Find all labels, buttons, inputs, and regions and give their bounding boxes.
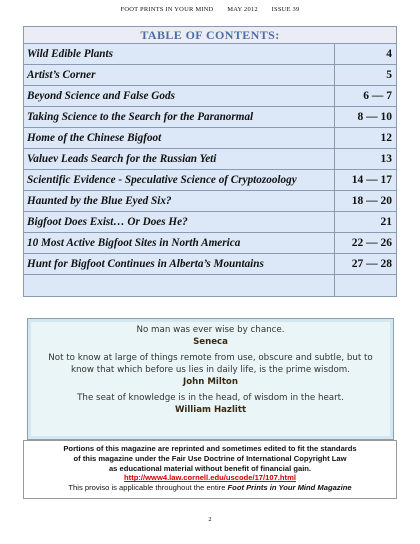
notice-line: as educational material without benefit of financial gain.	[108, 463, 312, 473]
toc-entry-title: Scientific Evidence - Speculative Science of Cryptozoology	[24, 170, 335, 190]
toc-entry-pages: 8 — 10	[357, 111, 392, 123]
toc-row	[24, 86, 396, 107]
toc-entry-pages: 6 — 7	[363, 90, 392, 102]
toc-entry-title: Home of the Chinese Bigfoot	[24, 128, 335, 148]
running-header	[0, 6, 420, 13]
toc-entry-title: Bigfoot Does Exist… Or Does He?	[24, 212, 335, 232]
copyright-notice	[23, 440, 397, 499]
toc-entry-pages: 13	[380, 153, 392, 165]
toc-entry-title: Hunt for Bigfoot Continues in Alberta’s Mountains	[24, 254, 335, 274]
toc-row	[24, 44, 396, 65]
proviso-text: This proviso is applicable throughout the entire	[68, 483, 228, 493]
toc-entry-pages: 22 — 26	[351, 237, 392, 249]
toc-entry-title: Valuev Leads Search for the Russian Yeti	[24, 149, 335, 169]
table-of-contents	[23, 26, 397, 297]
toc-row	[24, 275, 396, 296]
toc-entry-pages: 27 — 28	[351, 258, 392, 270]
toc-row	[24, 107, 396, 128]
toc-entry-title: Artist’s Corner	[24, 65, 335, 85]
toc-title: TABLE OF CONTENTS:	[24, 27, 396, 44]
toc-entry-pages: 4	[386, 48, 392, 60]
toc-row	[24, 233, 396, 254]
toc-row	[24, 212, 396, 233]
toc-row	[24, 149, 396, 170]
notice-line	[24, 483, 396, 493]
toc-entry-title: Haunted by the Blue Eyed Six?	[24, 191, 335, 211]
copyright-law-link[interactable]: http://www4.law.cornell.edu/uscode/17/107.html	[124, 473, 296, 483]
page-number: 2	[208, 516, 212, 523]
quotes-box	[27, 318, 394, 440]
toc-entry-title: 10 Most Active Bigfoot Sites in North America	[24, 233, 335, 253]
toc-entry-title: Wild Edible Plants	[24, 44, 335, 64]
toc-entry-pages: 18 — 20	[351, 195, 392, 207]
toc-row	[24, 128, 396, 149]
quote-author: Seneca	[193, 337, 228, 347]
quote-author: William Hazlitt	[174, 405, 247, 415]
toc-row	[24, 170, 396, 191]
toc-entry-pages	[335, 275, 396, 296]
toc-row	[24, 254, 396, 275]
toc-entry-pages: 14 — 17	[351, 174, 392, 186]
notice-line: of this magazine under the Fair Use Doctrine of International Copyright Law	[73, 453, 347, 463]
quote-text: The seat of knowledge is in the head, of wisdom in the heart.	[77, 393, 344, 403]
toc-entry-pages: 5	[386, 69, 392, 81]
notice-line: Portions of this magazine are reprinted and sometimes edited to fit the standards	[63, 444, 357, 453]
quote-text: Not to know at large of things remote from use, obscure and subtle, but to know that which before us lies in daily life, is the prime wisdom.	[48, 353, 373, 375]
issue-date: MAY 2012	[227, 6, 258, 13]
toc-entry-title: Beyond Science and False Gods	[24, 86, 335, 106]
issue-number: ISSUE 39	[271, 6, 300, 13]
toc-entry-title	[24, 275, 335, 296]
quote-text: No man was ever wise by chance.	[136, 325, 285, 335]
toc-entry-title: Taking Science to the Search for the Paranormal	[24, 107, 335, 127]
toc-row	[24, 65, 396, 86]
quote-author: John Milton	[183, 377, 238, 387]
toc-entry-pages: 12	[380, 132, 392, 144]
toc-row	[24, 191, 396, 212]
toc-entry-pages: 21	[380, 216, 392, 228]
magazine-title: Foot Prints in Your Mind Magazine	[227, 483, 352, 493]
magazine-name: FOOT PRINTS IN YOUR MIND	[120, 6, 214, 13]
